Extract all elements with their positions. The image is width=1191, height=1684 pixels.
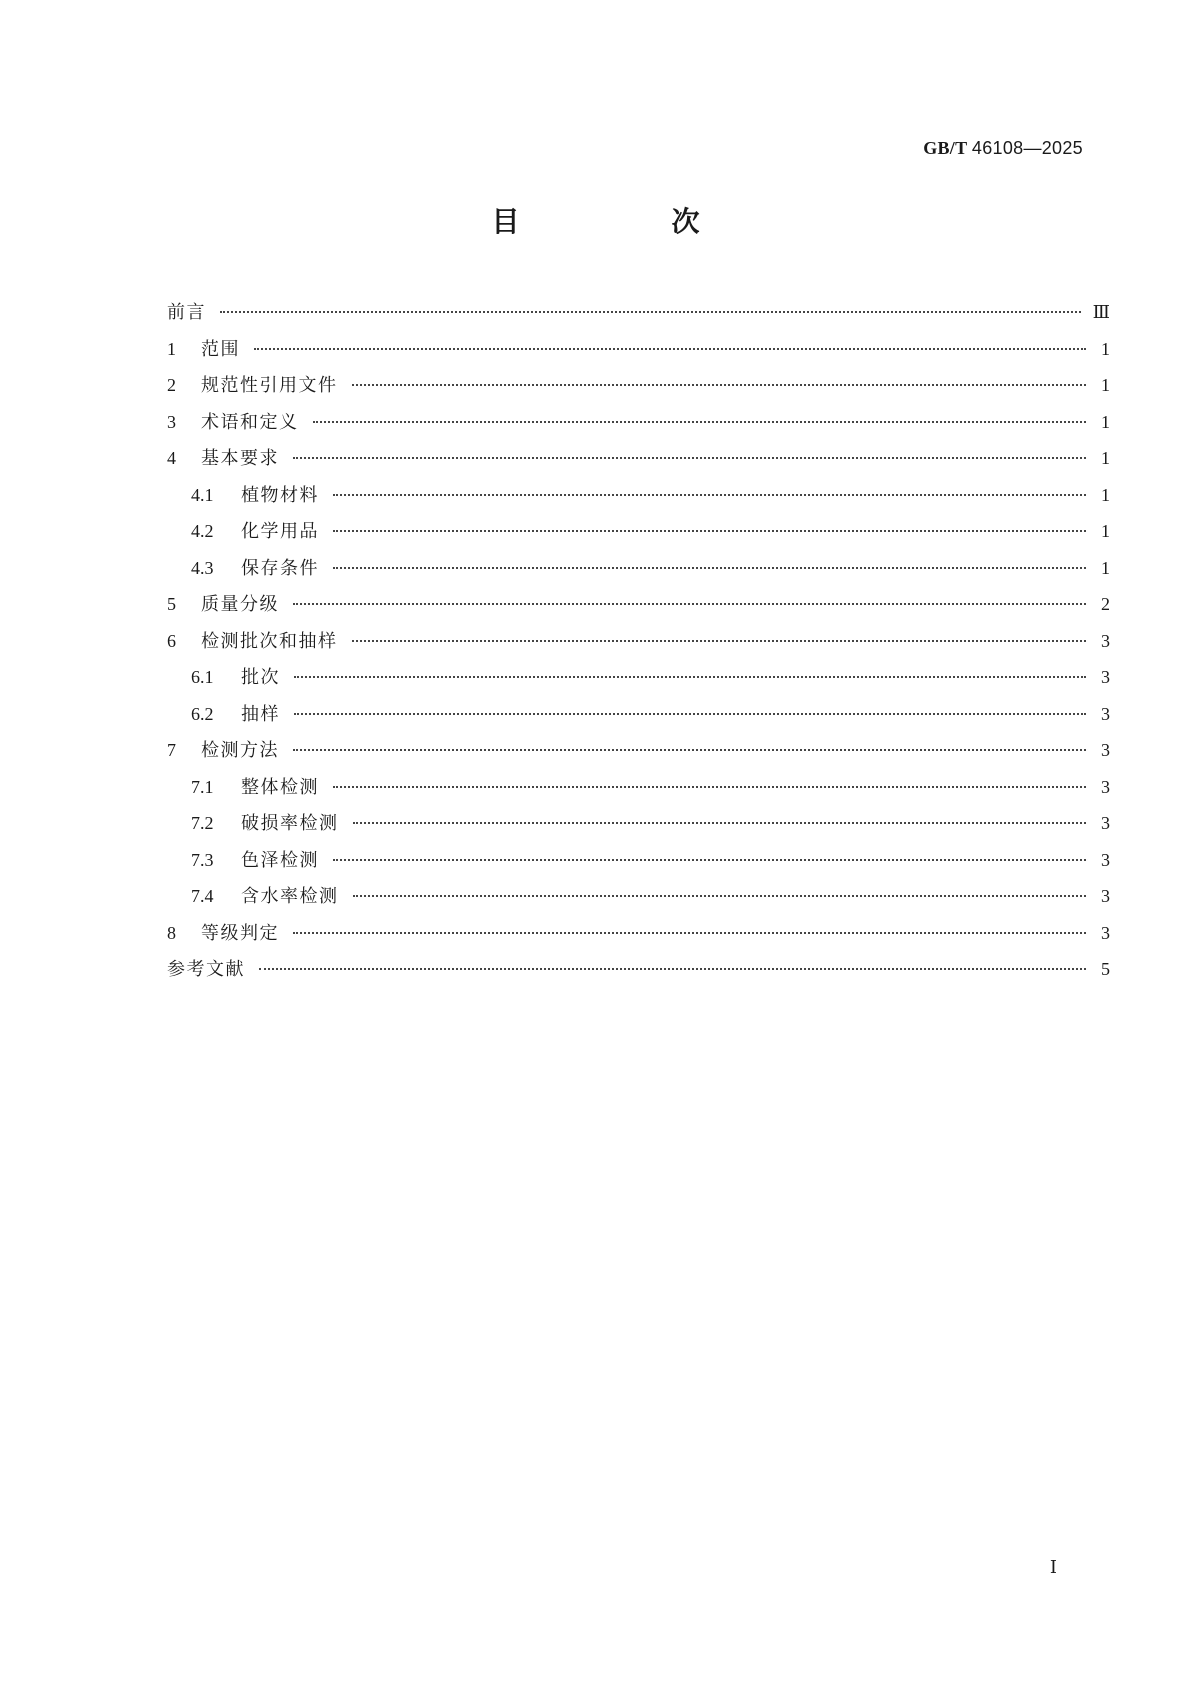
toc-entry-page: 1	[1101, 557, 1110, 578]
toc-entry[interactable]	[167, 813, 1110, 850]
toc-entry-number: 2	[167, 375, 176, 395]
toc-entry-number: 4.1	[191, 484, 214, 505]
toc-entry-page: 3	[1101, 849, 1110, 870]
toc-entry[interactable]	[167, 740, 1110, 777]
toc-entry[interactable]	[167, 448, 1110, 485]
toc-entry-page: 3	[1101, 703, 1110, 724]
toc-leader-dots	[353, 895, 1087, 897]
toc-leader-dots	[333, 567, 1086, 569]
toc-entry-label: 参考文献	[167, 959, 245, 980]
toc-entry-label: 含水率检测	[241, 886, 339, 907]
toc-entry-label: 检测方法	[201, 740, 279, 761]
toc-entry-label: 保存条件	[241, 557, 319, 579]
toc-entry-page: 1	[1101, 375, 1110, 395]
toc-leader-dots	[254, 348, 1086, 350]
toc-entry-number: 6.2	[191, 703, 214, 724]
standard-code	[923, 138, 1083, 159]
toc-entry-page: 5	[1101, 959, 1110, 979]
toc-leader-dots	[294, 676, 1086, 678]
toc-leader-dots	[294, 713, 1086, 715]
toc-entry-label: 范围	[201, 338, 240, 360]
toc-entry-label: 植物材料	[241, 484, 319, 506]
toc-entry-label: 抽样	[241, 703, 280, 725]
toc-entry-page: 3	[1101, 667, 1110, 687]
toc-entry-page: 3	[1101, 922, 1110, 943]
toc-entry-label: 等级判定	[201, 922, 279, 944]
toc-entry-label: 检测批次和抽样	[201, 630, 338, 652]
toc-entry-number: 1	[167, 338, 176, 359]
toc-leader-dots	[259, 968, 1086, 970]
toc-entry-label: 规范性引用文件	[201, 375, 338, 396]
toc-entry[interactable]	[167, 631, 1110, 668]
toc-entry[interactable]	[167, 558, 1110, 595]
toc-leader-dots	[353, 822, 1087, 824]
toc-leader-dots	[220, 311, 1081, 313]
toc-entry[interactable]	[167, 667, 1110, 704]
toc-leader-dots	[293, 457, 1086, 459]
toc-entry-number: 7	[167, 740, 176, 760]
toc-entry[interactable]	[167, 302, 1110, 339]
toc-entry-label: 基本要求	[201, 448, 279, 469]
toc-entry-number: 7.2	[191, 813, 214, 833]
toc-leader-dots	[313, 421, 1087, 423]
toc-leader-dots	[333, 786, 1086, 788]
toc-leader-dots	[333, 530, 1086, 532]
toc-entry-page: 2	[1101, 594, 1110, 614]
toc-entry[interactable]	[167, 521, 1110, 558]
page-title: 目 次	[491, 205, 762, 238]
toc-entry-page: 1	[1101, 411, 1110, 432]
toc-entry-number: 7.1	[191, 776, 214, 797]
toc-entry-label: 化学用品	[241, 521, 319, 542]
toc-entry[interactable]	[167, 339, 1110, 376]
toc-entry-page: 3	[1101, 813, 1110, 833]
toc-entry-page: 1	[1101, 448, 1110, 468]
toc-entry-label: 色泽检测	[241, 849, 319, 871]
toc-entry-page: 3	[1101, 886, 1110, 906]
toc-leader-dots	[352, 384, 1087, 386]
toc-entry-label: 质量分级	[201, 594, 279, 615]
toc-leader-dots	[293, 603, 1086, 605]
toc-entry-number: 4.3	[191, 557, 214, 578]
standard-number: 46108—2025	[971, 138, 1083, 158]
page-number: Ⅰ	[1049, 1557, 1057, 1577]
toc-entry-number: 8	[167, 922, 176, 943]
toc-entry-number: 6	[167, 630, 176, 651]
toc-entry[interactable]	[167, 886, 1110, 923]
toc-entry-page: 3	[1101, 630, 1110, 651]
standard-prefix: GB/T	[923, 138, 968, 158]
toc-entry-page: 1	[1101, 521, 1110, 541]
table-of-contents	[167, 302, 1110, 996]
toc-entry-number: 4	[167, 448, 176, 468]
toc-leader-dots	[293, 932, 1086, 934]
toc-entry-number: 7.3	[191, 849, 214, 870]
toc-entry[interactable]	[167, 777, 1110, 814]
toc-entry-label: 前言	[167, 302, 206, 323]
toc-entry-number: 7.4	[191, 886, 214, 906]
toc-entry-page: 3	[1101, 740, 1110, 760]
toc-entry[interactable]	[167, 959, 1110, 996]
toc-leader-dots	[352, 640, 1087, 642]
toc-entry-label: 批次	[241, 667, 280, 688]
toc-entry-number: 5	[167, 594, 176, 614]
toc-entry[interactable]	[167, 923, 1110, 960]
toc-entry-number: 4.2	[191, 521, 214, 541]
toc-entry[interactable]	[167, 594, 1110, 631]
toc-entry-number: 3	[167, 411, 176, 432]
toc-entry[interactable]	[167, 375, 1110, 412]
toc-leader-dots	[293, 749, 1086, 751]
toc-entry-page: 3	[1101, 776, 1110, 797]
toc-entry[interactable]	[167, 850, 1110, 887]
toc-entry-page: 1	[1101, 338, 1110, 359]
toc-entry-page: Ⅲ	[1092, 302, 1110, 322]
toc-entry-page: 1	[1101, 484, 1110, 505]
toc-entry-label: 整体检测	[241, 776, 319, 798]
toc-leader-dots	[333, 859, 1086, 861]
toc-entry-label: 术语和定义	[201, 411, 299, 433]
toc-entry-label: 破损率检测	[241, 813, 339, 834]
toc-entry[interactable]	[167, 704, 1110, 741]
toc-leader-dots	[333, 494, 1086, 496]
toc-entry[interactable]	[167, 412, 1110, 449]
toc-entry-number: 6.1	[191, 667, 214, 687]
toc-entry[interactable]	[167, 485, 1110, 522]
